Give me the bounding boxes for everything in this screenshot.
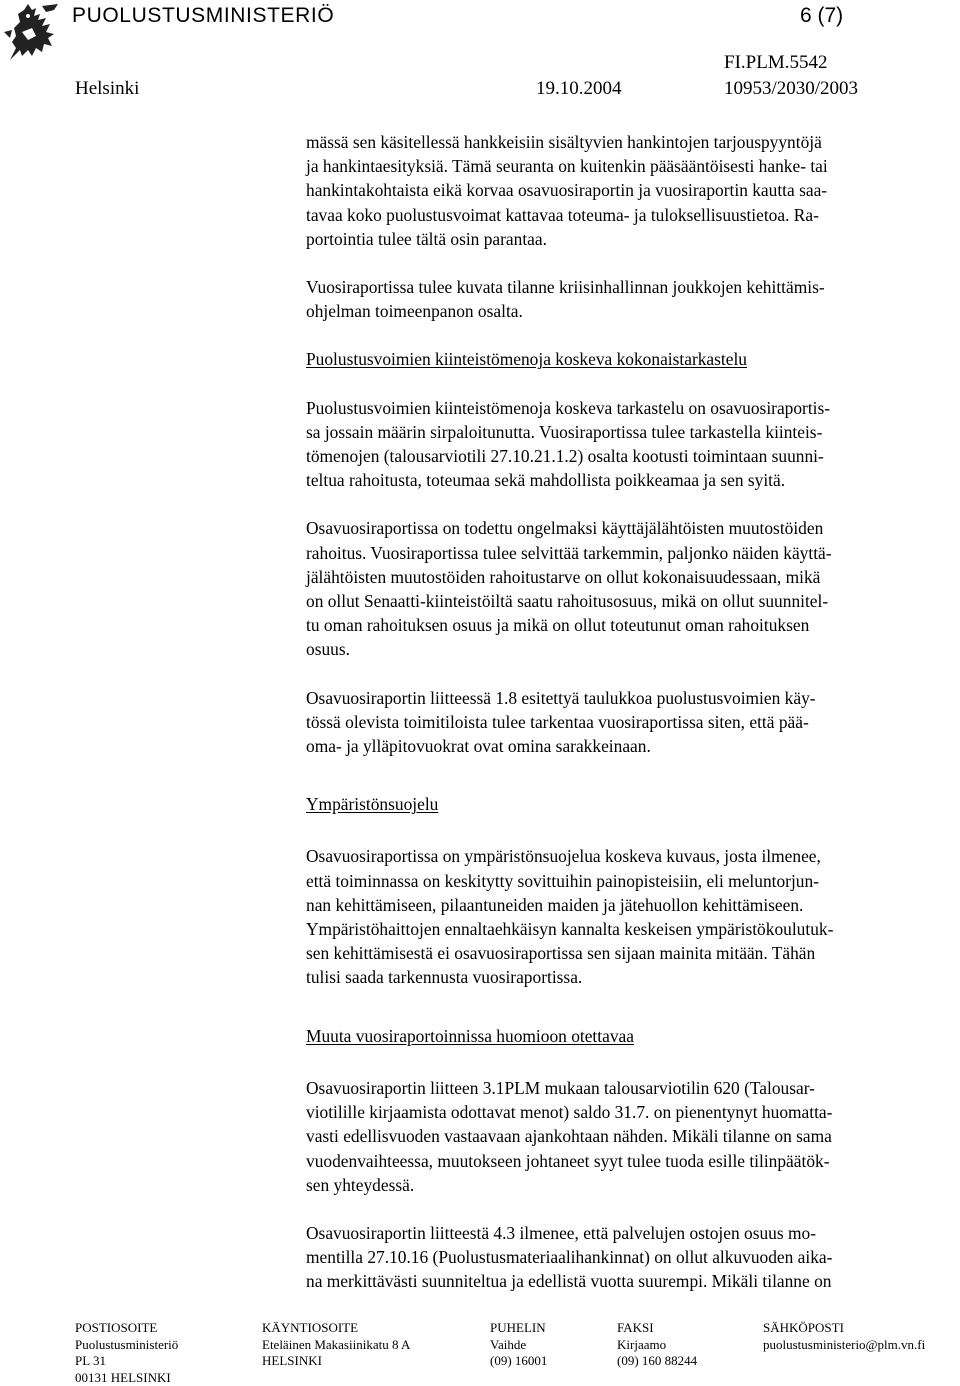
section-heading: Ympäristönsuojelu xyxy=(306,792,956,816)
footer-line: Kirjaamo xyxy=(617,1337,697,1354)
reference-code: FI.PLM.5542 xyxy=(724,52,827,74)
footer-label: PUHELIN xyxy=(490,1320,547,1337)
paragraph: Osavuosiraportin liitteestä 4.3 ilmenee, että palvelujen ostojen osuus mo- mentilla 27.10.16 (Puolustusmateriaalihankinnat) on ollut alkuvuoden aika- na merkittävästi suunniteltua ja edellistä vuotta suurempi. Mikäli tilanne on xyxy=(306,1221,956,1294)
section-heading: Puolustusvoimien kiinteistömenoja koskeva kokonaistarkastelu xyxy=(306,347,956,371)
footer-email xyxy=(763,1320,925,1353)
footer-line: (09) 160 88244 xyxy=(617,1353,697,1370)
footer-line: Puolustusministeriö xyxy=(75,1337,178,1354)
footer-fax xyxy=(617,1320,697,1370)
footer-label: KÄYNTIOSOITE xyxy=(262,1320,410,1337)
footer-postal-address xyxy=(75,1320,178,1386)
footer-line: 00131 HELSINKI xyxy=(75,1370,178,1386)
page-number: 6 (7) xyxy=(800,4,843,28)
paragraph: Vuosiraportissa tulee kuvata tilanne kriisinhallinnan joukkojen kehittämis- ohjelman toimeenpanon osalta. xyxy=(306,275,956,323)
paragraph: Puolustusvoimien kiinteistömenoja koskeva tarkastelu on osavuosiraportis- sa jossain määrin sirpaloitunutta. Vuosiraportissa tulee tarkastella kiinteis- tömenojen (talousarviotili 27.10.21.1.2) osalta kootusti toimintaan suunni- teltua rahoitusta, toteumaa sekä mahdollista poikkeamaa ja sen syitä. xyxy=(306,396,956,493)
paragraph: Osavuosiraportin liitteessä 1.8 esitettyä taulukkoa puolustusvoimien käy- tössä olevista toimitiloista tulee tarkentaa vuosiraportissa siten, että pää- oma- ja ylläpitovuokrat ovat omina sarakkeinaan. xyxy=(306,686,956,759)
footer-line: (09) 16001 xyxy=(490,1353,547,1370)
organization-name: PUOLUSTUSMINISTERIÖ xyxy=(72,4,334,28)
document-body xyxy=(306,130,956,1294)
footer-label: SÄHKÖPOSTI xyxy=(763,1320,925,1337)
footer-line: puolustusministerio@plm.vn.fi xyxy=(763,1337,925,1354)
section-heading: Muuta vuosiraportoinnissa huomioon otettavaa xyxy=(306,1024,956,1048)
header-city: Helsinki xyxy=(75,78,139,100)
paragraph: Osavuosiraportin liitteen 3.1PLM mukaan talousarviotilin 620 (Talousar- viotilille kirjaamista odottavat menot) saldo 31.7. on pienentynyt huomatta- vasti edellisvuoden vastaavaan ajankohtaan nähden. Mikäli tilanne on sama vuodenvaihteessa, muutokseen johtaneet syyt tulee tuoda esille tilinpäätök- sen yhteydessä. xyxy=(306,1076,956,1197)
footer-line: PL 31 xyxy=(75,1353,178,1370)
paragraph: Osavuosiraportissa on todettu ongelmaksi käyttäjälähtöisten muutostöiden rahoitus. Vuosiraportissa tulee selvittää tarkemmin, paljonko näiden käyttä- jälähtöisten muutostöiden rahoitustarve on ollut kokonaisuudessaan, mikä on ollut Senaatti-kiinteistöiltä saatu rahoitusosuus, mikä on ollut suunnitel- tu oman rahoituksen osuus ja mikä on ollut toteutunut oman rahoituksen osuus. xyxy=(306,516,956,661)
footer-visiting-address xyxy=(262,1320,410,1370)
footer-phone xyxy=(490,1320,547,1370)
header-date: 19.10.2004 xyxy=(536,78,622,100)
document-number: 10953/2030/2003 xyxy=(724,78,858,100)
coat-of-arms-lion-icon xyxy=(2,2,60,62)
footer-label: FAKSI xyxy=(617,1320,697,1337)
footer-line: HELSINKI xyxy=(262,1353,410,1370)
footer-line: Vaihde xyxy=(490,1337,547,1354)
paragraph: Osavuosiraportissa on ympäristönsuojelua koskeva kuvaus, josta ilmenee, että toiminnassa on keskitytty sovittuihin painopisteisiin, eli meluntorjun- nan kehittämiseen, pilaantuneiden maiden ja jätehuollon kehittämiseen. Ympäristöhaittojen ennaltaehkäisyn kannalta keskeisen ympäristökoulutuk- sen kehittämisestä ei osavuosiraportissa sen sijaan mainita mitään. Tähän tulisi saada tarkennusta vuosiraportissa. xyxy=(306,844,956,989)
footer-line: Eteläinen Makasiinikatu 8 A xyxy=(262,1337,410,1354)
footer-label: POSTIOSOITE xyxy=(75,1320,178,1337)
paragraph: mässä sen käsitellessä hankkeisiin sisältyvien hankintojen tarjouspyyntöjä ja hankintaesityksiä. Tämä seuranta on kuitenkin pääsääntöisesti hanke- tai hankintakohtaista eikä korvaa osavuosiraportin ja vuosiraportin kautta saa- tavaa koko puolustusvoimat kattavaa toteuma- ja tuloksellisuustietoa. Ra- portointia tulee tältä osin parantaa. xyxy=(306,130,956,251)
